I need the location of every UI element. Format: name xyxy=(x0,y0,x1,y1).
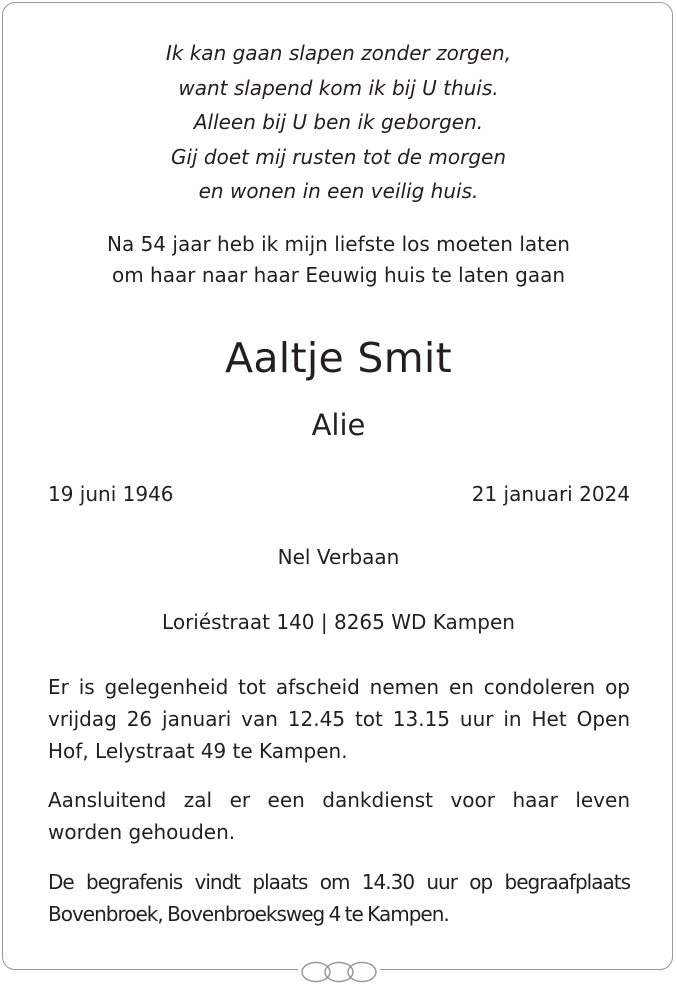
burial-paragraph: De begrafenis vindt plaats om 14.30 uur op begraafplaats Bovenbroek, Bovenbroeksweg 4 te Kampen. xyxy=(48,870,630,926)
birth-date: 19 juni 1946 xyxy=(48,482,174,506)
poem-line: Gij doet mij rusten tot de morgen xyxy=(170,144,507,169)
death-date: 21 januari 2024 xyxy=(471,482,630,506)
service-paragraph: Aansluitend zal er een dankdienst voor haar leven worden gehouden. xyxy=(48,788,630,844)
deceased-name: Aaltje Smit xyxy=(224,334,453,382)
intro-line: Na 54 jaar heb ik mijn liefste los moeten laten xyxy=(107,232,570,256)
condolence-paragraph: Er is gelegenheid tot afscheid nemen en condoleren op vrijdag 26 januari van 12.45 tot 13.15 uur in Het Open Hof, Lelystraat 49 te Kampen. xyxy=(48,675,630,763)
deceased-nickname: Alie xyxy=(311,408,366,442)
address: Loriéstraat 140 | 8265 WD Kampen xyxy=(162,610,515,634)
poem-line: en wonen in een veilig huis. xyxy=(198,179,479,203)
partner-name: Nel Verbaan xyxy=(277,545,400,569)
poem-line: Ik kan gaan slapen zonder zorgen, xyxy=(165,41,512,65)
life-dates xyxy=(48,479,630,509)
poem xyxy=(0,36,677,209)
poem-line: Alleen bij U ben ik geborgen. xyxy=(193,110,484,134)
intro-text xyxy=(0,229,677,291)
interlocking-rings-icon xyxy=(298,959,380,985)
poem-line: want slapend kom ik bij U thuis. xyxy=(178,75,499,100)
intro-line: om haar naar haar Eeuwig huis te laten gaan xyxy=(111,263,566,287)
